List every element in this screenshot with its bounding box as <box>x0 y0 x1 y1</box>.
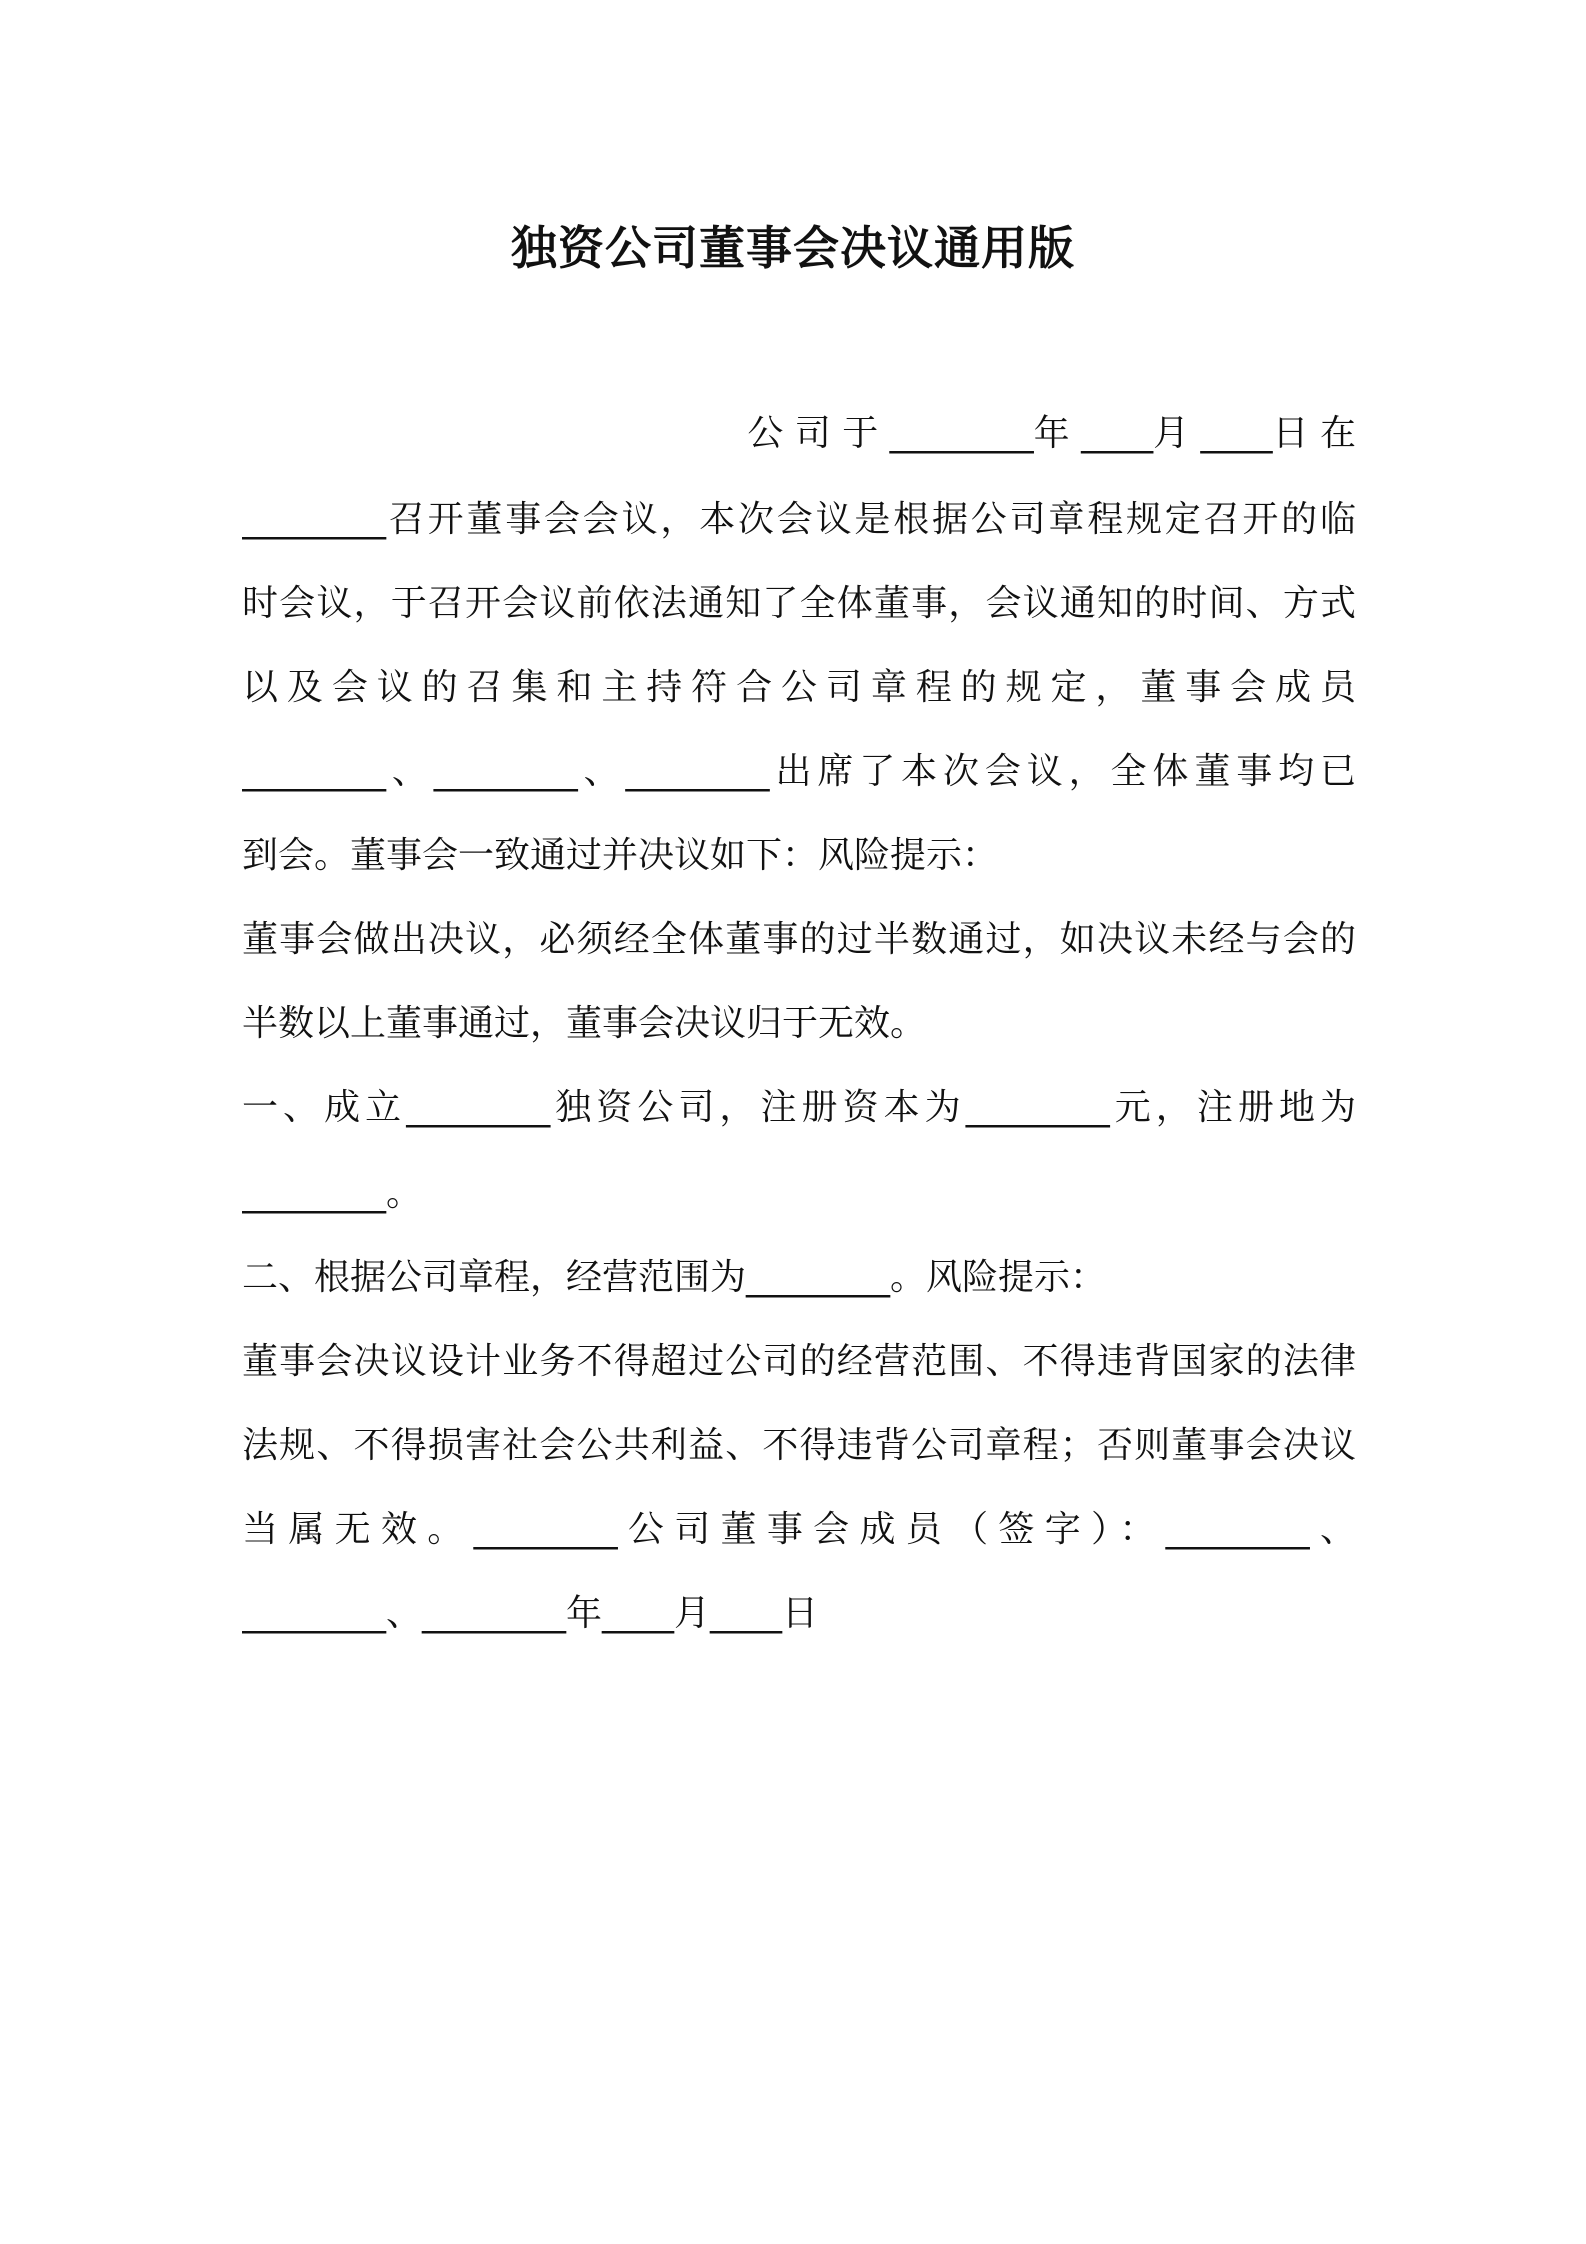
resolution-item-1: 一、成立________独资公司，注册资本为________元，注册地为 <box>242 1087 1356 1128</box>
paragraph-line: 以及会议的召集和主持符合公司章程的规定，董事会成员 <box>242 667 1356 708</box>
document-title: 独资公司董事会决议通用版 <box>511 221 1075 275</box>
resolution-item-2: 二、根据公司章程，经营范围为________。风险提示： <box>242 1257 1107 1298</box>
risk-note-line: 法规、不得损害社会公共利益、不得违背公司章程；否则董事会决议 <box>242 1425 1356 1466</box>
paragraph-line: 公 司 于 ________年 ____月 ____日 在 <box>747 413 1356 454</box>
signature-date-line: ________、________年____月____日 <box>242 1593 818 1634</box>
paragraph-line: ________召开董事会会议，本次会议是根据公司章程规定召开的临 <box>242 499 1356 540</box>
paragraph-line: 到会。董事会一致通过并决议如下：风险提示： <box>242 835 999 876</box>
paragraph-line: ________、________、________出席了本次会议，全体董事均已 <box>242 751 1356 792</box>
resolution-item-1-continued: ________。 <box>242 1173 423 1214</box>
paragraph-line: 时会议，于召开会议前依法通知了全体董事，会议通知的时间、方式 <box>242 583 1356 624</box>
risk-note-line: 董事会做出决议，必须经全体董事的过半数通过，如决议未经与会的 <box>242 919 1356 960</box>
risk-note-line: 董事会决议设计业务不得超过公司的经营范围、不得违背国家的法律 <box>242 1341 1356 1382</box>
risk-note-line: 半数以上董事通过，董事会决议归于无效。 <box>242 1003 927 1044</box>
signature-line: 当属无效。________公司董事会成员（签字）：________、 <box>242 1509 1356 1550</box>
